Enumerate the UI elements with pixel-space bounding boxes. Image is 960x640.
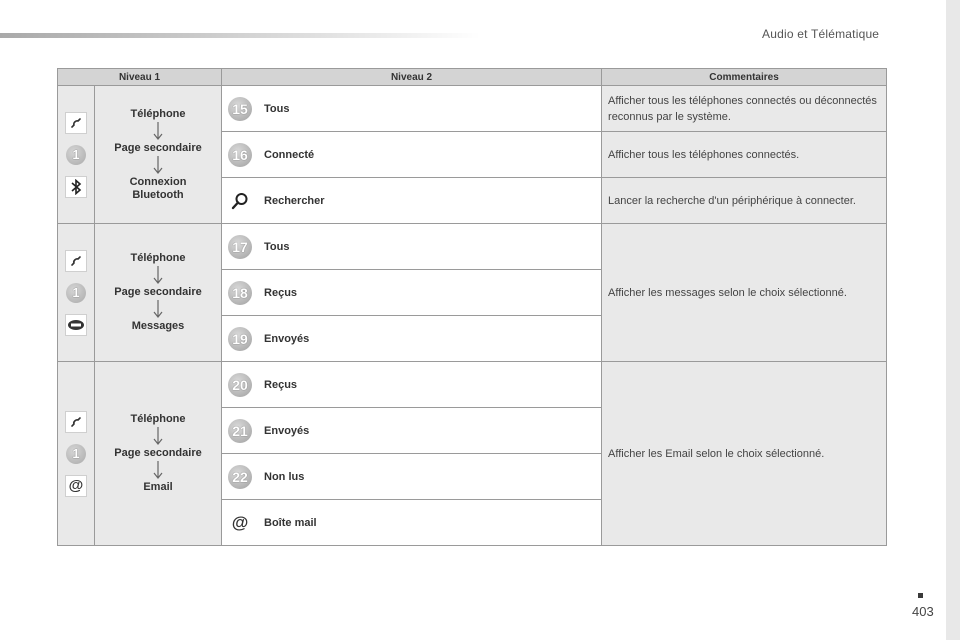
- page-header-title: Audio et Télématique: [762, 27, 880, 41]
- path-page-secondaire: Page secondaire: [114, 447, 202, 459]
- arrow-down-icon: [153, 300, 163, 318]
- phone-icon: [65, 112, 87, 134]
- comment-cell: Afficher les Email selon le choix sélectionné.: [602, 362, 887, 546]
- level1-number-badge: 1: [66, 283, 86, 303]
- header-commentaires: Commentaires: [602, 69, 887, 86]
- option-label: Envoyés: [264, 332, 310, 345]
- page-edge-strip: [946, 0, 960, 640]
- path-telephone: Téléphone: [130, 252, 186, 264]
- at-icon: @: [65, 475, 87, 497]
- option-boite-mail[interactable]: [222, 500, 602, 546]
- level1-icons-cell: [58, 362, 95, 546]
- path-page-secondaire: Page secondaire: [114, 286, 202, 298]
- option-connecte[interactable]: [222, 132, 602, 178]
- search-icon: [230, 191, 250, 211]
- comment-cell: Afficher les messages selon le choix sélectionné.: [602, 224, 887, 362]
- level1-icons-cell: [58, 86, 95, 224]
- table-row: [58, 362, 887, 408]
- level1-path-cell: [95, 86, 222, 224]
- phone-icon: [65, 411, 87, 433]
- path-messages: Messages: [131, 320, 185, 332]
- option-badge: 22: [228, 465, 252, 489]
- option-badge: 19: [228, 327, 252, 351]
- level1-path-cell: [95, 362, 222, 546]
- comment-cell: Afficher tous les téléphones connectés ou déconnectés reconnus par le système.: [602, 86, 887, 132]
- option-badge: 18: [228, 281, 252, 305]
- arrow-down-icon: [153, 122, 163, 140]
- level1-path-cell: [95, 224, 222, 362]
- level1-number-badge: 1: [66, 444, 86, 464]
- option-badge: 15: [228, 97, 252, 121]
- level1-icons-cell: [58, 224, 95, 362]
- phone-icon: [65, 250, 87, 272]
- option-badge: 16: [228, 143, 252, 167]
- arrow-down-icon: [153, 156, 163, 174]
- option-label: Tous: [264, 102, 290, 115]
- table-row: [58, 86, 887, 132]
- page-number: 403: [912, 604, 934, 619]
- arrow-down-icon: [153, 266, 163, 284]
- option-label: Connecté: [264, 148, 315, 161]
- option-badge: 21: [228, 419, 252, 443]
- option-recus[interactable]: [222, 362, 602, 408]
- header-niveau1: Niveau 1: [58, 69, 222, 86]
- table-header-row: [58, 69, 887, 86]
- option-badge: 17: [228, 235, 252, 259]
- option-label: Reçus: [264, 286, 298, 299]
- option-label: Non lus: [264, 470, 305, 483]
- comment-cell: Lancer la recherche d'un périphérique à connecter.: [602, 178, 887, 224]
- option-envoyes[interactable]: [222, 316, 602, 362]
- option-label: Envoyés: [264, 424, 310, 437]
- arrow-down-icon: [153, 461, 163, 479]
- path-page-secondaire: Page secondaire: [114, 141, 202, 154]
- level1-number-badge: 1: [66, 145, 86, 165]
- option-tous[interactable]: [222, 86, 602, 132]
- page-marker: [918, 593, 923, 598]
- at-icon: @: [231, 512, 249, 532]
- option-label: Boîte mail: [264, 516, 317, 529]
- option-label: Tous: [264, 240, 290, 253]
- header-gradient-bar: [0, 33, 480, 38]
- option-non-lus[interactable]: [222, 454, 602, 500]
- path-telephone: Téléphone: [130, 413, 186, 425]
- option-label: Reçus: [264, 378, 298, 391]
- comment-cell: Afficher tous les téléphones connectés.: [602, 132, 887, 178]
- path-email: Email: [143, 481, 173, 493]
- header-niveau2: Niveau 2: [222, 69, 602, 86]
- bluetooth-icon: [65, 176, 87, 198]
- path-connexion-bluetooth: Connexion Bluetooth: [129, 175, 187, 201]
- option-tous[interactable]: [222, 224, 602, 270]
- table-row: [58, 224, 887, 270]
- option-rechercher[interactable]: [222, 178, 602, 224]
- option-label: Rechercher: [264, 194, 325, 207]
- settings-table: [57, 68, 887, 546]
- option-badge: 20: [228, 373, 252, 397]
- path-telephone: Téléphone: [130, 107, 186, 120]
- option-envoyes[interactable]: [222, 408, 602, 454]
- sms-icon: [65, 314, 87, 336]
- option-recus[interactable]: [222, 270, 602, 316]
- arrow-down-icon: [153, 427, 163, 445]
